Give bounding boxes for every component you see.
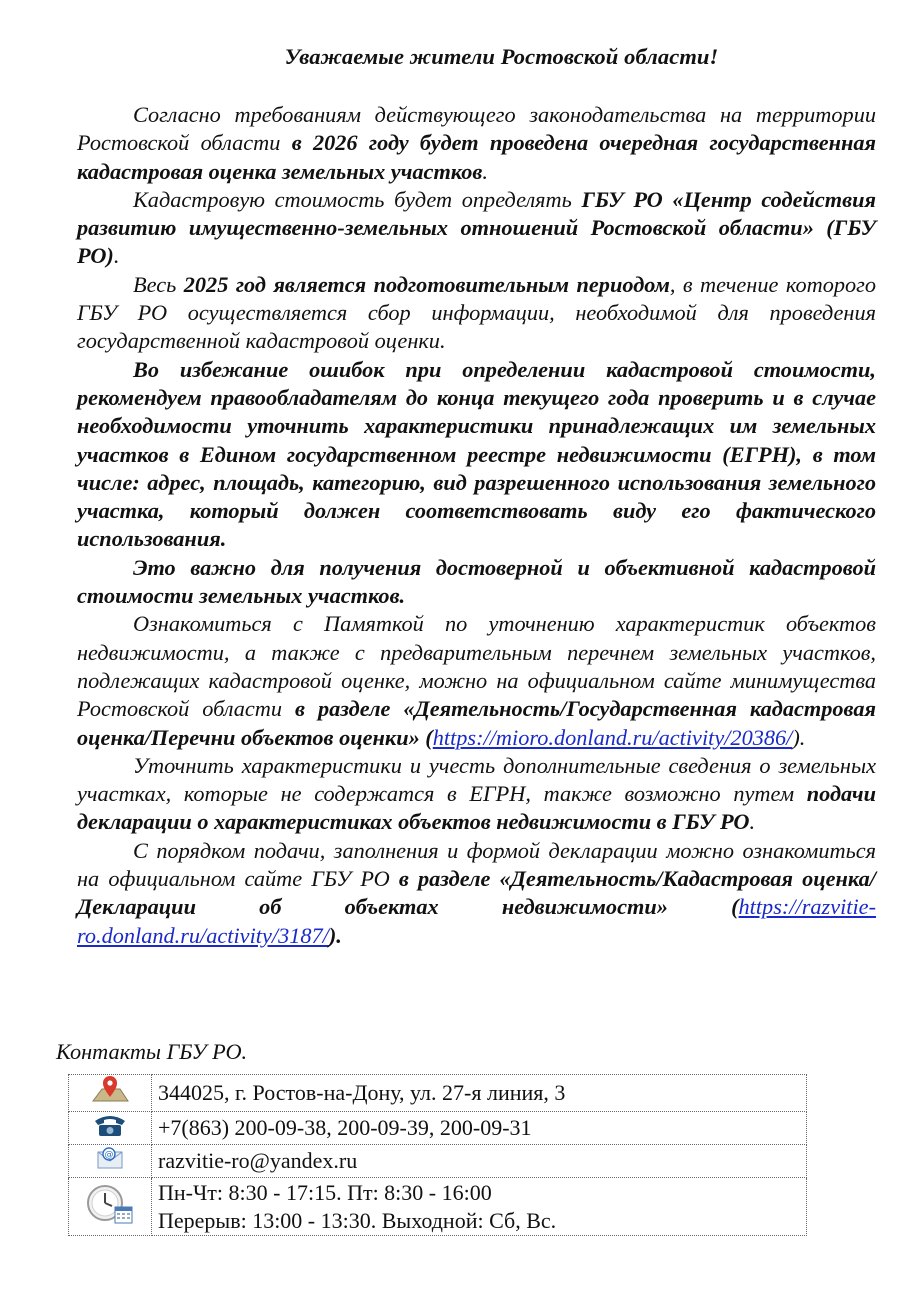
contact-row-phone (69, 1112, 807, 1145)
contact-phone: +7(863) 200-09-38, 200-09-39, 200-09-31 (152, 1112, 807, 1145)
text: . (749, 809, 756, 835)
paragraph (77, 752, 876, 837)
contacts-table (68, 1074, 807, 1236)
paragraph (77, 356, 876, 554)
bold-text: Во избежание ошибок при определении кадастровой стоимости, рекомендуем правообладателям до конца текущего года проверить и в случае необходимости уточнить характеристики принадлежащих им земельных участков в Едином государственном реестре недвижимости (ЕГРН), в том числе: адрес, площадь, категорию, вид разрешенного использования земельного участка, который должен соответствовать виду его фактического использования. (77, 356, 876, 552)
telephone-icon (92, 1112, 128, 1144)
paragraph (77, 271, 876, 356)
bold-text: ). (328, 922, 342, 948)
url-link[interactable]: https://razvitie-ro.donland.ru/activity/3187/ (77, 894, 876, 948)
email-icon (95, 1145, 125, 1177)
contact-row-email (69, 1145, 807, 1178)
bold-text: в разделе «Деятельность/Кадастровая оценка/Декларации об объектах недвижимости» ( (77, 866, 876, 920)
contacts-label: Контакты ГБУ РО. (56, 1039, 248, 1064)
text: ). (792, 724, 806, 750)
text: . (113, 243, 120, 269)
contact-row-address (69, 1075, 807, 1112)
contact-row-hours (69, 1178, 807, 1236)
hours-weekdays: Пн-Чт: 8:30 - 17:15. Пт: 8:30 - 16:00 (158, 1179, 492, 1205)
text: Согласно требованиям действующего законодательства на территории Ростовской области (77, 102, 876, 156)
text: . (482, 158, 488, 184)
paragraph (77, 610, 876, 751)
bold-text: в 2026 году будет проведена очередная государственная кадастровая оценка земельных участков (77, 130, 876, 184)
text: Весь (133, 271, 184, 297)
hours-break: Перерыв: 13:00 - 13:30. Выходной: Сб, Вс. (158, 1207, 557, 1233)
bold-text: подачи декларации о характеристиках объектов недвижимости в ГБУ РО (77, 781, 876, 835)
paragraph (77, 837, 876, 950)
clock-calendar-icon (85, 1181, 135, 1233)
text: Уточнить характеристики и учесть дополнительные сведения о земельных участках, которые не содержатся в ЕГРН, также возможно путем (77, 752, 876, 807)
text: Ознакомиться с Памяткой по уточнению характеристик объектов недвижимости, а также с предварительным перечнем земельных участков, подлежащих кадастровой оценке, можно на официальном сайте минимущества Ростовской области (77, 611, 876, 722)
paragraph (77, 554, 876, 611)
text: С порядком подачи, заполнения и формой декларации можно ознакомиться на официальном сайте ГБУ РО (77, 837, 876, 892)
bold-text: в разделе «Деятельность/Государственная кадастровая оценка/Перечни объектов оценки» ( (77, 696, 876, 750)
contact-email: razvitie-ro@yandex.ru (152, 1145, 807, 1178)
paragraph (77, 186, 876, 271)
url-link[interactable]: https://mioro.donland.ru/activity/20386/ (432, 724, 793, 750)
contact-hours (152, 1178, 807, 1236)
page-title: Уважаемые жители Ростовской области! (284, 44, 719, 69)
text: , в течение которого ГБУ РО осуществляется сбор информации, необходимой для проведения государственной кадастровой оценки. (77, 271, 876, 354)
bold-text: Это важно для получения достоверной и объективной кадастровой стоимости земельных участков. (77, 554, 876, 609)
paragraph (77, 101, 876, 186)
svg-text:@: @ (104, 1150, 114, 1160)
contact-address: 344025, г. Ростов-на-Дону, ул. 27-я линия, 3 (152, 1075, 807, 1112)
bold-text: 2025 год является подготовительным периодом (183, 271, 670, 297)
text: Кадастровую стоимость будет определять (133, 186, 582, 212)
map-pin-icon (90, 1075, 130, 1111)
body-text (77, 101, 876, 950)
bold-text: ГБУ РО «Центр содействия развитию имущественно-земельных отношений Ростовской области» (ГБУ РО) (77, 186, 876, 269)
